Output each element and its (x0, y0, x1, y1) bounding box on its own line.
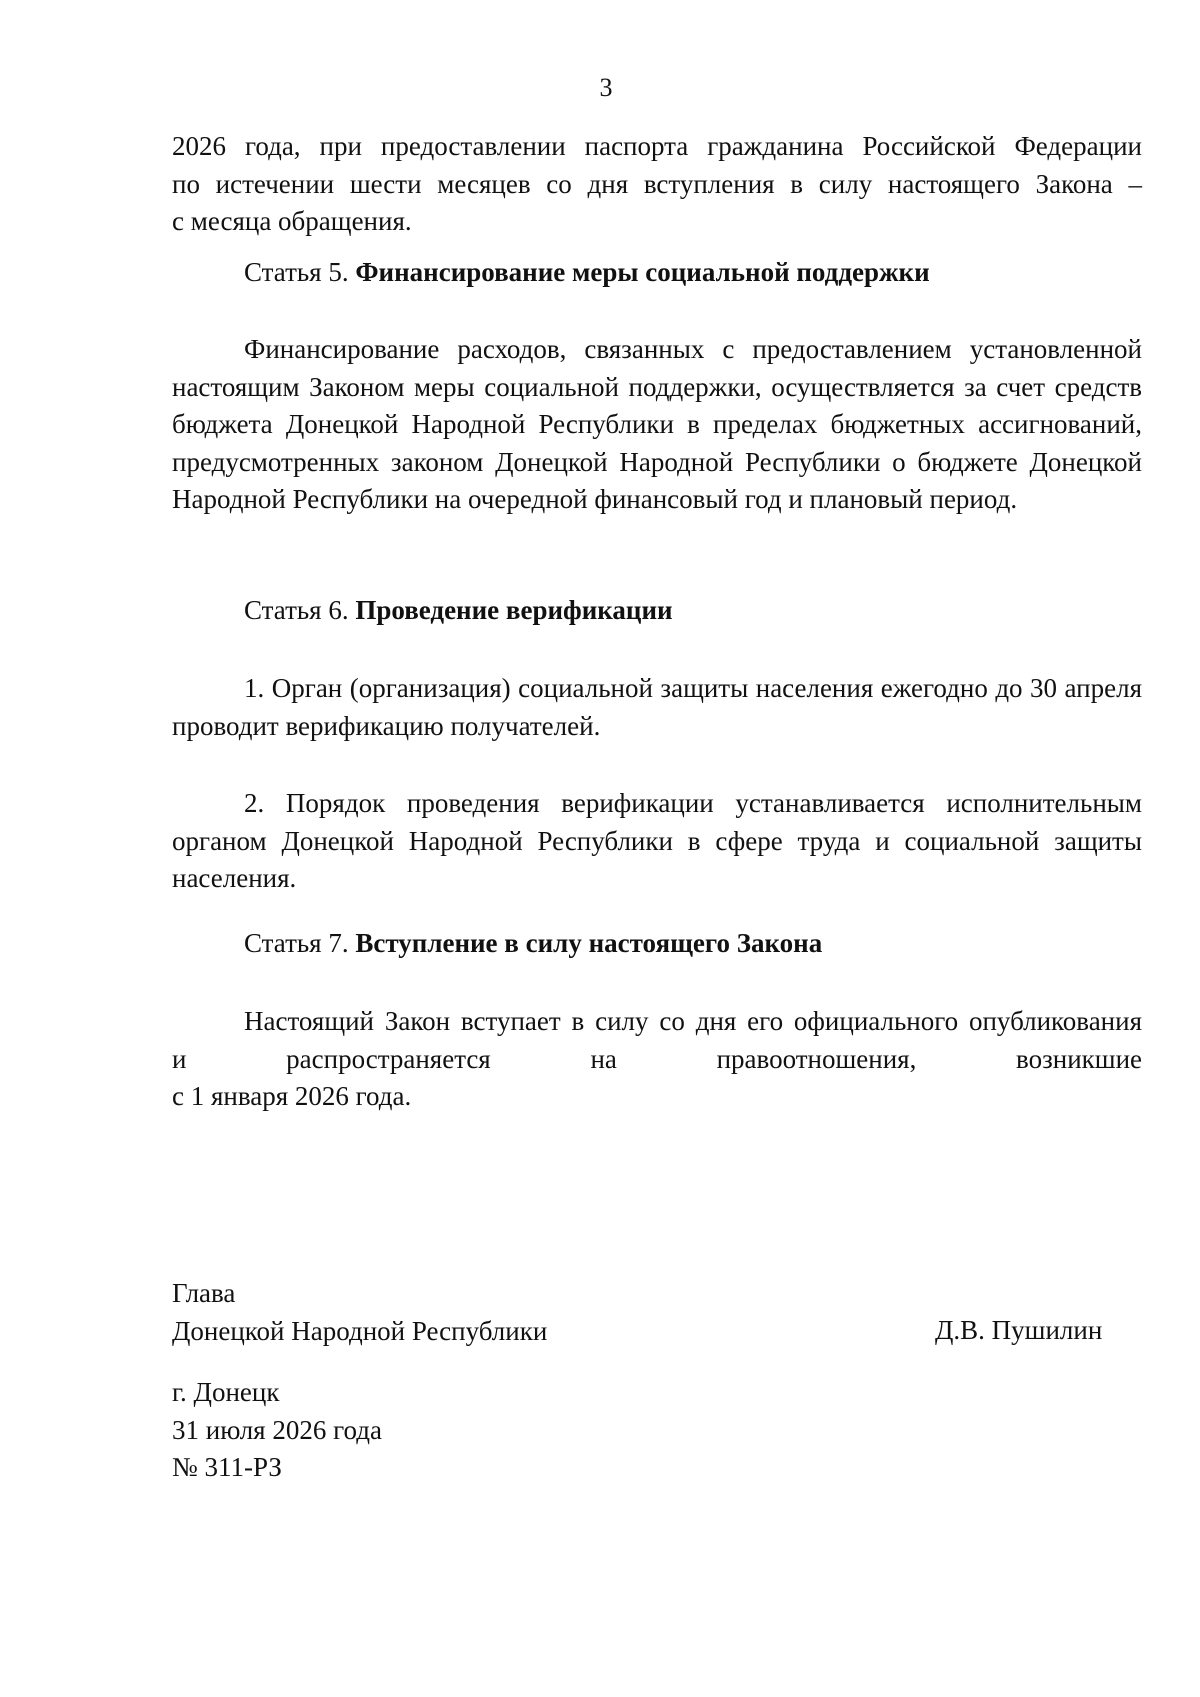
article-7-line-3: с 1 января 2026 года. (172, 1081, 412, 1111)
article-7-title: Вступление в силу настоящего Закона (355, 928, 823, 958)
intro-paragraph (172, 128, 1142, 241)
article-7-line-1: Настоящий Закон вступает в силу со дня его официального опубликования (244, 1006, 1142, 1036)
signature-position-line-1: Глава (172, 1278, 236, 1308)
article-5-text: Финансирование расходов, связанных с предоставлением установленной настоящим Законом меры социальной поддержки, осуществляется за счет средств бюджета Донецкой Народной Республики в пределах бюджетных ассигнований, предусмотренных законом Донецкой Народной Республики о бюджете Донецкой Народной Республики на очередной финансовый год и плановый период. (172, 334, 1142, 514)
intro-line-3: с месяца обращения. (172, 206, 412, 236)
article-7-line-2: и распространяется на правоотношения, возникшие (172, 1043, 1142, 1074)
footer-date: 31 июля 2026 года (172, 1414, 382, 1445)
article-5-title: Финансирование меры социальной поддержки (355, 257, 930, 287)
intro-line-2: по истечении шести месяцев со дня вступления в силу настоящего Закона – (172, 168, 1142, 199)
footer-city: г. Донецк (172, 1377, 280, 1407)
article-6-title: Проведение верификации (355, 595, 673, 625)
article-6-label: Статья 6. (244, 595, 349, 625)
article-7-text (172, 1003, 1142, 1116)
article-6-heading (244, 592, 673, 630)
footer-number: № 311-РЗ (172, 1452, 282, 1482)
article-6-item-2: 2. Порядок проведения верификации устанавливается исполнительным органом Донецкой Народной Республики в сфере труда и социальной защиты населения. (172, 788, 1142, 893)
article-5-label: Статья 5. (244, 257, 349, 287)
article-6-item-1: 1. Орган (организация) социальной защиты населения ежегодно до 30 апреля проводит верификацию получателей. (172, 673, 1142, 741)
document-footer (172, 1374, 382, 1487)
signature-position-line-2: Донецкой Народной Республики (172, 1315, 548, 1346)
signature-position (172, 1275, 547, 1350)
intro-line-1: 2026 года, при предоставлении паспорта гражданина Российской Федерации (172, 131, 1142, 161)
signature-name: Д.В. Пушилин (935, 1315, 1103, 1345)
article-7-label: Статья 7. (244, 928, 349, 958)
page-number: 3 (599, 73, 613, 102)
article-7-heading (244, 925, 822, 963)
article-5-heading (244, 254, 930, 292)
